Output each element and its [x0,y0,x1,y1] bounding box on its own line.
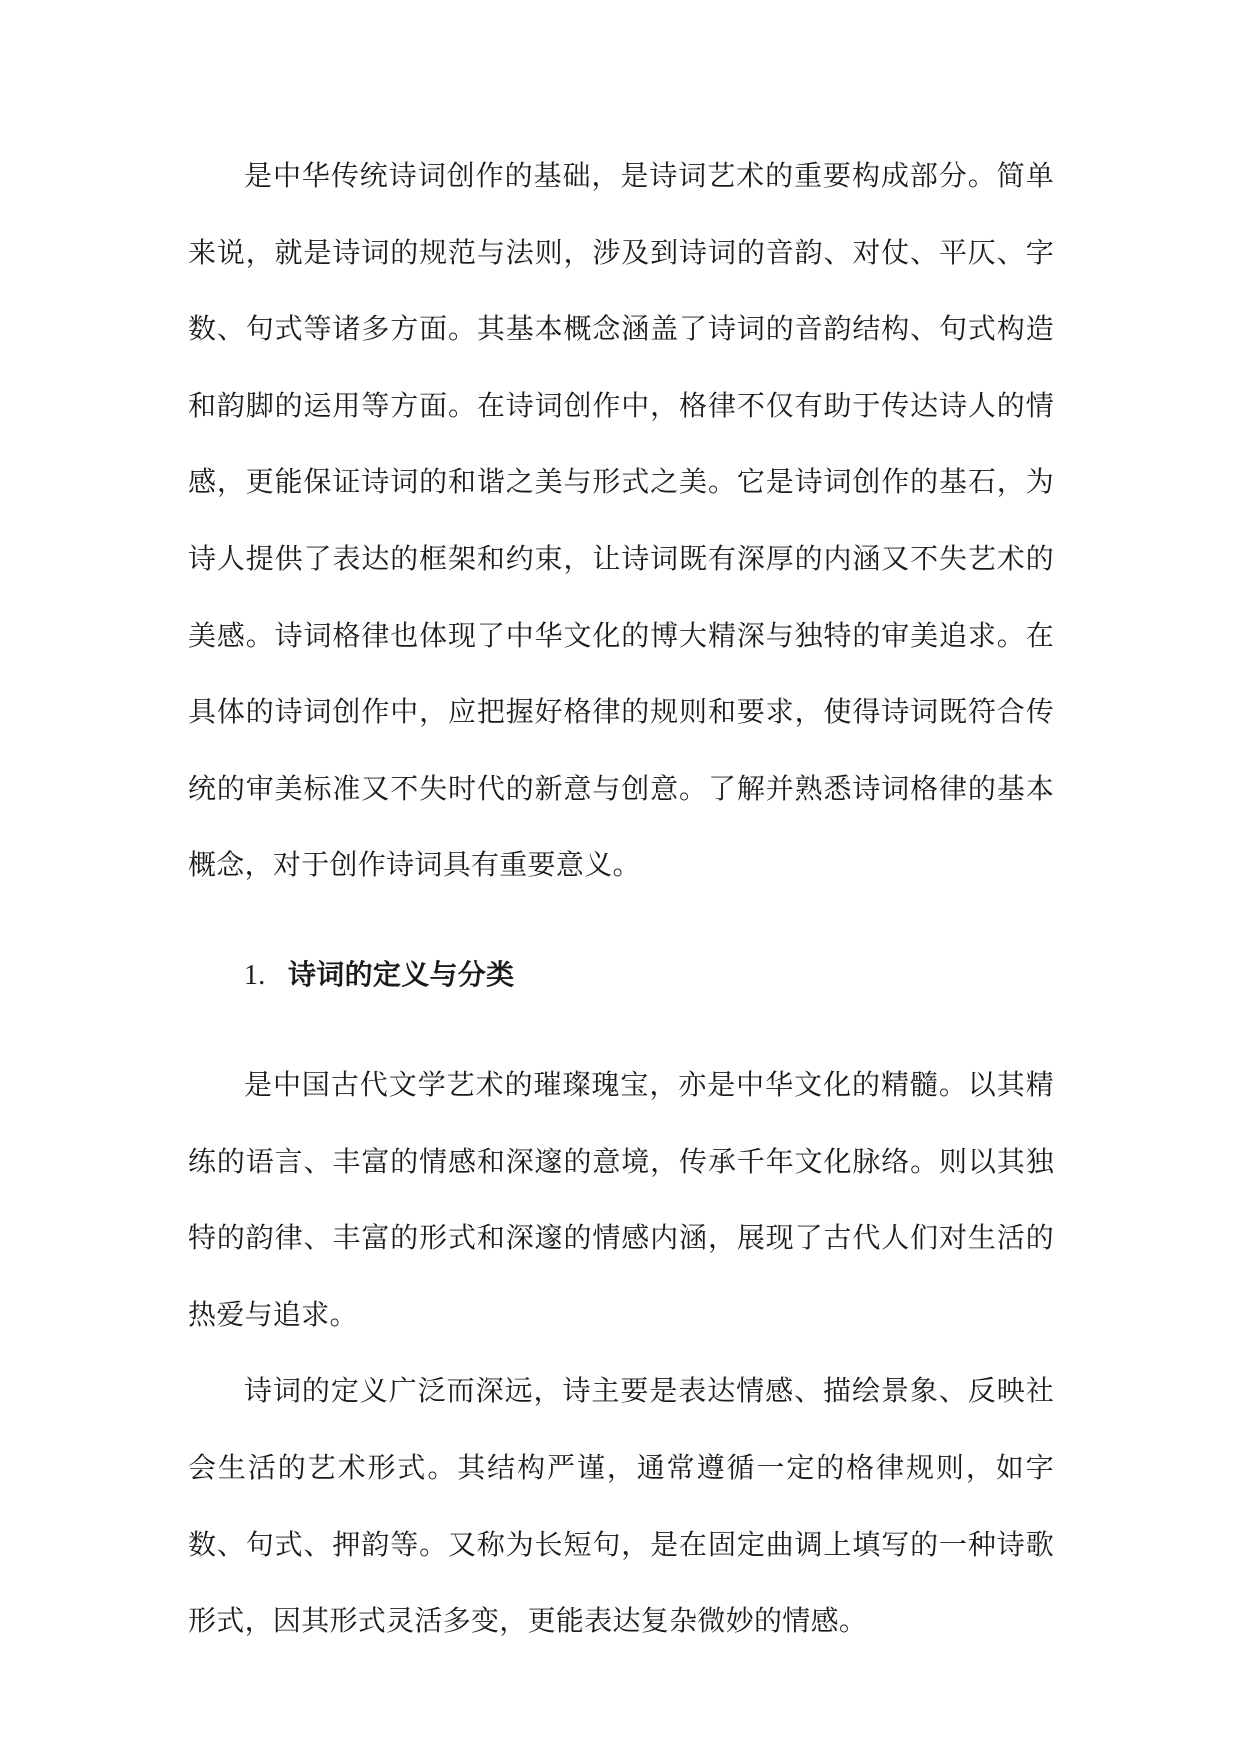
intro-paragraph: 是中华传统诗词创作的基础，是诗词艺术的重要构成部分。简单来说，就是诗词的规范与法则，涉及到诗词的音韵、对仗、平仄、字数、句式等诸多方面。其基本概念涵盖了诗词的音韵结构、句式构造和韵脚的运用等方面。在诗词创作中，格律不仅有助于传达诗人的情感，更能保证诗词的和谐之美与形式之美。它是诗词创作的基石，为诗人提供了表达的框架和约束，让诗词既有深厚的内涵又不失艺术的美感。诗词格律也体现了中华文化的博大精深与独特的审美追求。在具体的诗词创作中，应把握好格律的规则和要求，使得诗词既符合传统的审美标准又不失时代的新意与创意。了解并熟悉诗词格律的基本概念，对于创作诗词具有重要意义。 [188,159,1054,882]
body-paragraph-2: 是中国古代文学艺术的璀璨瑰宝，亦是中华文化的精髓。以其精练的语言、丰富的情感和深邃的意境，传承千年文化脉络。则以其独特的韵律、丰富的形式和深邃的情感内涵，展现了古代人们对生活的热爱与追求。 [188,1067,1054,1331]
section-heading [188,904,1054,1047]
document-body [188,138,1054,1660]
section-title: 诗词的定义与分类 [288,957,515,991]
body-paragraph-3: 诗词的定义广泛而深远，诗主要是表达情感、描绘景象、反映社会生活的艺术形式。其结构严谨，通常遵循一定的格律规则，如字数、句式、押韵等。又称为长短句，是在固定曲调上填写的一种诗歌形式，因其形式灵活多变，更能表达复杂微妙的情感。 [188,1374,1054,1638]
section-number: 1. [244,959,266,991]
